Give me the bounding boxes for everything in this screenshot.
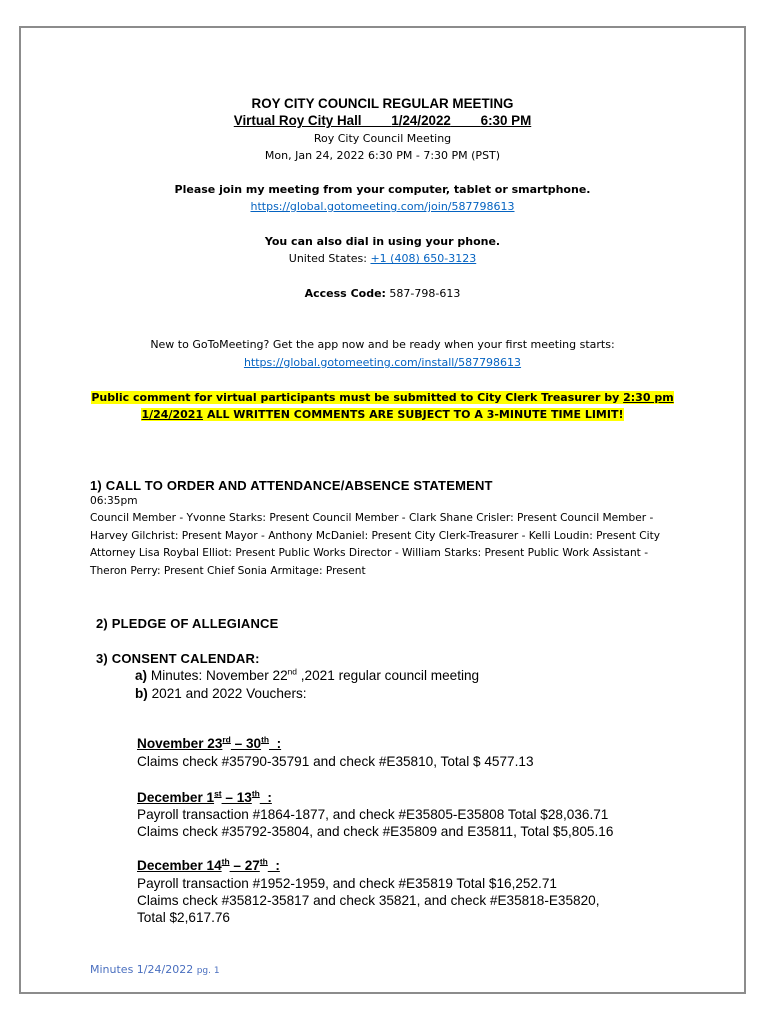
install-link-row — [21, 356, 744, 369]
public-comment-notice-line1: Public comment for virtual participants must be submitted to City Clerk Treasurer by 2:30 pm — [91, 391, 674, 404]
section-1-time: 06:35pm — [90, 495, 138, 507]
notice-deadline-time: 2:30 pm — [623, 391, 674, 404]
dial-row — [21, 252, 744, 265]
period-dec-1-line-2: Claims check #35792-35804, and check #E35809 and E35811, Total $5,805.16 — [137, 824, 614, 839]
period-dec-1-line-1: Payroll transaction #1864-1877, and check #E35805-E35808 Total $28,036.71 — [137, 807, 609, 822]
subtitle-time: 6:30 PM — [480, 113, 532, 128]
dial-prompt: You can also dial in using your phone. — [264, 235, 501, 248]
subtitle-date: 1/24/2022 — [391, 113, 451, 128]
access-code-label: Access Code: — [304, 287, 386, 300]
period-heading-nov: November 23rd – 30th : — [137, 734, 282, 751]
access-code-value: 587-798-613 — [385, 287, 461, 300]
public-comment-notice-line2: 1/24/2021 ALL WRITTEN COMMENTS ARE SUBJECT TO A 3-MINUTE TIME LIMIT! — [141, 408, 624, 421]
document-subtitle — [21, 113, 744, 128]
consent-item-b: b) 2021 and 2022 Vouchers: — [135, 686, 307, 701]
attendance-statement: Council Member - Yvonne Starks: Present Council Member - Clark Shane Crisler: Present Council Member - Harvey Gilchrist: Present Mayor - Anthony McDaniel: Present City Clerk-Treasurer - Kelli Loudin: Present City Attorney Lisa Roybal Elliot: Present Public Works Director - William Starks: Present Public Work Assistant - Theron Perry: Present Chief Sonia Armitage: Present — [90, 512, 661, 577]
dial-number-link[interactable]: +1 (408) 650-3123 — [370, 252, 477, 265]
period-dec-14-line-1: Payroll transaction #1952-1959, and check #E35819 Total $16,252.71 — [137, 876, 557, 891]
period-dec-14-line-2: Claims check #35812-35817 and check 35821, and check #E35818-E35820, — [137, 893, 600, 908]
page-footer — [90, 963, 220, 976]
period-nov-line-1: Claims check #35790-35791 and check #E35810, Total $ 4577.13 — [137, 754, 534, 769]
period-dec-14-line-3: Total $2,617.76 — [137, 910, 230, 925]
document-title: ROY CITY COUNCIL REGULAR MEETING — [251, 96, 514, 111]
join-link-row — [21, 200, 744, 213]
section-3-heading: 3) CONSENT CALENDAR: — [96, 651, 260, 666]
document-page — [19, 26, 746, 994]
join-prompt: Please join my meeting from your computer, tablet or smartphone. — [174, 183, 591, 196]
new-user-prompt: New to GoToMeeting? Get the app now and be ready when your first meeting starts: — [150, 338, 615, 351]
footer-page-number: pg. 1 — [196, 966, 220, 976]
meeting-name: Roy City Council Meeting — [313, 132, 452, 145]
notice-deadline-date: 1/24/2021 — [141, 408, 204, 421]
period-heading-dec-1: December 1st – 13th : — [137, 788, 272, 805]
access-code-row — [21, 287, 744, 300]
footer-label: Minutes 1/24/2022 — [90, 963, 194, 976]
section-2-heading: 2) PLEDGE OF ALLEGIANCE — [96, 616, 279, 631]
consent-item-a: a) Minutes: November 22nd ,2021 regular council meeting — [135, 666, 480, 683]
subtitle-venue: Virtual Roy City Hall — [233, 113, 362, 128]
install-link[interactable]: https://global.gotomeeting.com/install/587798613 — [243, 356, 522, 369]
meeting-when: Mon, Jan 24, 2022 6:30 PM - 7:30 PM (PST) — [264, 149, 501, 162]
section-1-heading: 1) CALL TO ORDER AND ATTENDANCE/ABSENCE STATEMENT — [90, 478, 493, 493]
join-link[interactable]: https://global.gotomeeting.com/join/587798613 — [250, 200, 515, 213]
period-heading-dec-14: December 14th – 27th : — [137, 856, 280, 873]
dial-label: United States: — [288, 252, 371, 265]
